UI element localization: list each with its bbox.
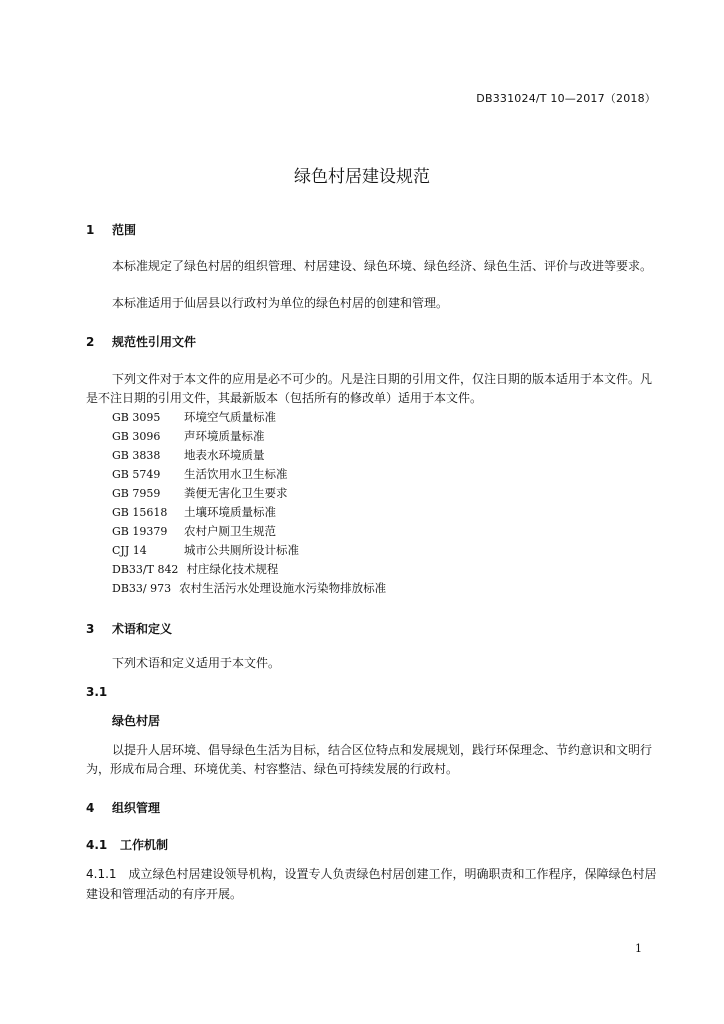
reference-code: GB 19379 <box>112 525 168 538</box>
reference-title: 环境空气质量标准 <box>184 410 276 424</box>
list-item <box>112 408 386 427</box>
reference-code: DB33/ 973 <box>112 582 172 595</box>
list-item <box>112 522 386 541</box>
section-title: 规范性引用文件 <box>112 335 197 349</box>
clause-number: 4.1.1 <box>86 867 117 881</box>
subsection-number: 4.1 <box>86 838 108 852</box>
section-4-heading <box>86 799 160 816</box>
reference-title: 农村生活污水处理设施水污染物排放标准 <box>179 581 387 595</box>
section-1-paragraph-2: 本标准适用于仙居县以行政村为单位的绿色村居的创建和管理。 <box>112 296 449 310</box>
section-title: 组织管理 <box>112 801 161 815</box>
list-item <box>112 541 386 560</box>
clause-text: 成立绿色村居建设领导机构，设置专人负责绿色村居创建工作，明确职责和工作程序，保障绿色村居建设和管理活动的有序开展。 <box>86 867 657 901</box>
reference-code: GB 3095 <box>112 411 161 424</box>
section-1-heading <box>86 221 136 238</box>
document-title: 绿色村居建设规范 <box>294 167 430 187</box>
subsection-title: 工作机制 <box>120 838 169 852</box>
clause-4-1-1 <box>86 864 658 904</box>
list-item <box>112 579 386 598</box>
section-1-paragraph-1: 本标准规定了绿色村居的组织管理、村居建设、绿色环境、绿色经济、绿色生活、评价与改进等要求。 <box>112 259 653 273</box>
term-name: 绿色村居 <box>112 714 161 728</box>
list-item <box>112 503 386 522</box>
reference-code: CJJ 14 <box>112 544 147 557</box>
list-item <box>112 560 386 579</box>
reference-title: 城市公共厕所设计标准 <box>184 543 299 557</box>
reference-code: DB33/T 842 <box>112 563 179 576</box>
reference-title: 粪便无害化卫生要求 <box>184 486 288 500</box>
reference-title: 土壤环境质量标准 <box>184 505 276 519</box>
standard-code: DB331024/T 10—2017（2018） <box>476 92 656 105</box>
reference-code: GB 3096 <box>112 430 161 443</box>
clause-number: 3.1 <box>86 685 108 699</box>
subsection-4-1-heading <box>86 836 168 853</box>
section-3-intro: 下列术语和定义适用于本文件。 <box>112 656 281 670</box>
reference-title: 声环境质量标准 <box>184 429 265 443</box>
section-2-heading <box>86 333 196 350</box>
section-number: 4 <box>86 801 95 815</box>
section-title: 术语和定义 <box>112 622 173 636</box>
reference-code: GB 5749 <box>112 468 161 481</box>
reference-code: GB 3838 <box>112 449 161 462</box>
section-number: 1 <box>86 223 95 237</box>
section-title: 范围 <box>112 223 137 237</box>
term-definition: 以提升人居环境、倡导绿色生活为目标，结合区位特点和发展规划，践行环保理念、节约意识和文明行为，形成布局合理、环境优美、村容整洁、绿色可持续发展的行政村。 <box>86 743 653 776</box>
section-3-heading <box>86 620 172 637</box>
list-item <box>112 446 386 465</box>
reference-code: GB 7959 <box>112 487 161 500</box>
list-item <box>112 465 386 484</box>
page-number: 1 <box>635 942 642 955</box>
reference-title: 农村户厕卫生规范 <box>184 524 276 538</box>
section-number: 3 <box>86 622 95 636</box>
reference-title: 村庄绿化技术规程 <box>186 562 279 576</box>
reference-title: 生活饮用水卫生标准 <box>184 467 288 481</box>
list-item <box>112 427 386 446</box>
reference-title: 地表水环境质量 <box>184 448 265 462</box>
reference-code: GB 15618 <box>112 506 168 519</box>
section-number: 2 <box>86 335 95 349</box>
reference-list <box>112 408 386 598</box>
section-2-intro: 下列文件对于本文件的应用是必不可少的。凡是注日期的引用文件，仅注日期的版本适用于本文件。凡是不注日期的引用文件，其最新版本（包括所有的修改单）适用于本文件。 <box>86 372 653 405</box>
list-item <box>112 484 386 503</box>
